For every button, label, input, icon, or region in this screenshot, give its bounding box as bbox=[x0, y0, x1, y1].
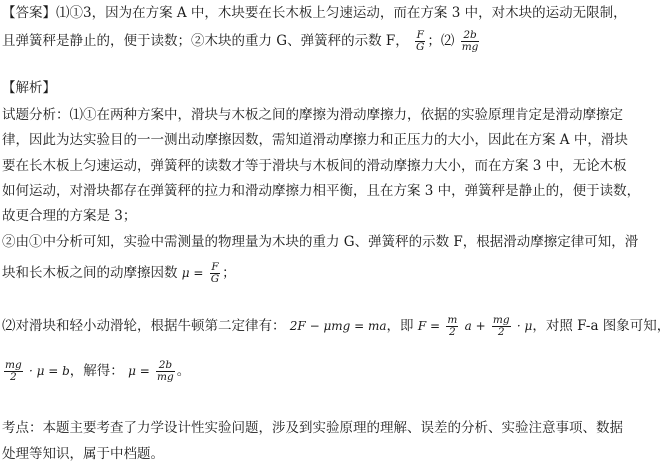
fraction-numerator: F bbox=[211, 261, 219, 273]
answer-fraction-2b-over-mg bbox=[461, 30, 480, 53]
result-equation-prefix: μ = bbox=[128, 364, 150, 378]
answer-text-3: ；⑵ bbox=[427, 33, 455, 49]
solve-text: ，解得： bbox=[69, 363, 124, 379]
mu-equation-prefix: μ = bbox=[181, 266, 204, 280]
graph-compare-text: ，对照 F-a 图象可知， bbox=[532, 318, 670, 334]
result-fraction-2b-over-mg bbox=[156, 360, 175, 383]
answer-text-2: 且弹簧秤是静止的，便于读数；②木块的重力 G、弹簧秤的示数 F， bbox=[2, 33, 409, 49]
mu-equation-end: ； bbox=[222, 265, 236, 281]
force-equation-mid: a + bbox=[464, 319, 486, 333]
analysis-line-4: 如何运动，对滑块都存在弹簧秤的拉力和滑动摩擦力相平衡，且在方案 3 中，弹簧秤是静止的，便于读数， bbox=[2, 183, 641, 199]
force-fraction-mg-over-2 bbox=[492, 315, 511, 338]
newton-equation: 2F − μmg = ma bbox=[289, 319, 387, 333]
force-equation-end: · μ bbox=[516, 319, 533, 333]
kaodian-line-2: 处理等知识，属于中档题。 bbox=[2, 446, 164, 462]
fraction-numerator: 2b bbox=[156, 360, 175, 372]
analysis-line-7 bbox=[2, 262, 236, 285]
result-end: 。 bbox=[176, 363, 191, 379]
answer-fraction-f-over-g bbox=[415, 30, 425, 53]
slope-equation: · μ = b bbox=[28, 364, 70, 378]
fraction-denominator: 2 bbox=[497, 326, 505, 338]
slope-fraction-mg-over-2 bbox=[4, 360, 23, 383]
answer-label: 【答案】 bbox=[2, 5, 56, 21]
fraction-numerator: F bbox=[416, 29, 424, 41]
fraction-denominator: mg bbox=[461, 41, 479, 53]
fraction-denominator: G bbox=[210, 273, 220, 285]
fraction-numerator: mg bbox=[492, 314, 510, 326]
fraction-denominator: 2 bbox=[10, 371, 17, 383]
fraction-denominator: mg bbox=[157, 371, 174, 383]
fraction-numerator: 2b bbox=[461, 30, 480, 42]
force-equation-prefix: F = bbox=[417, 319, 441, 333]
fraction-denominator: 2 bbox=[448, 326, 456, 338]
fraction-numerator: m bbox=[447, 314, 458, 326]
analysis-line-5: 故更合理的方案是 3； bbox=[2, 208, 137, 224]
kaodian-line-1: 考点：本题主要考查了力学设计性实验问题，涉及到实验原理的理解、误差的分析、实验注意事项、数据 bbox=[2, 420, 623, 436]
newton-text-2: ，即 bbox=[386, 318, 414, 334]
answer-line-1 bbox=[2, 3, 627, 23]
analysis-label: 【解析】 bbox=[2, 80, 56, 96]
analysis-line-1: 试题分析：⑴①在两种方案中，滑块与木板之间的摩擦为滑动摩擦力，依据的实验原理肯定是滑动摩擦定 bbox=[2, 107, 623, 123]
analysis-line-9 bbox=[2, 360, 190, 383]
analysis-line-2: 律，因此为达实验目的一一测出动摩擦因数，需知道滑动摩擦力和正压力的大小，因此在方案 A 中，滑块 bbox=[2, 132, 628, 148]
mu-fraction bbox=[210, 262, 220, 285]
analysis-line-6: ②由①中分析可知，实验中需测量的物理量为木块的重力 G、弹簧秤的示数 F，根据滑动摩擦定律可知，滑 bbox=[2, 234, 639, 250]
newton-text: ⑵对滑块和轻小动滑轮，根据牛顿第二定律有： bbox=[2, 318, 286, 334]
analysis-line-3: 要在长木板上匀速运动，弹簧秤的读数才等于滑块与木板间的滑动摩擦力大小，而在方案 3 中，无论木板 bbox=[2, 158, 627, 174]
force-fraction-m-over-2 bbox=[446, 315, 458, 338]
analysis-text-7: 块和长木板之间的动摩擦因数 bbox=[2, 265, 178, 281]
analysis-line-8 bbox=[2, 315, 670, 338]
fraction-numerator: mg bbox=[5, 359, 22, 371]
answer-line-2 bbox=[2, 30, 481, 53]
fraction-denominator: G bbox=[416, 41, 425, 53]
answer-text-1: ⑴①3，因为在方案 A 中，木块要在长木板上匀速运动，而在方案 3 中，对木块的运动无限制， bbox=[56, 5, 627, 21]
